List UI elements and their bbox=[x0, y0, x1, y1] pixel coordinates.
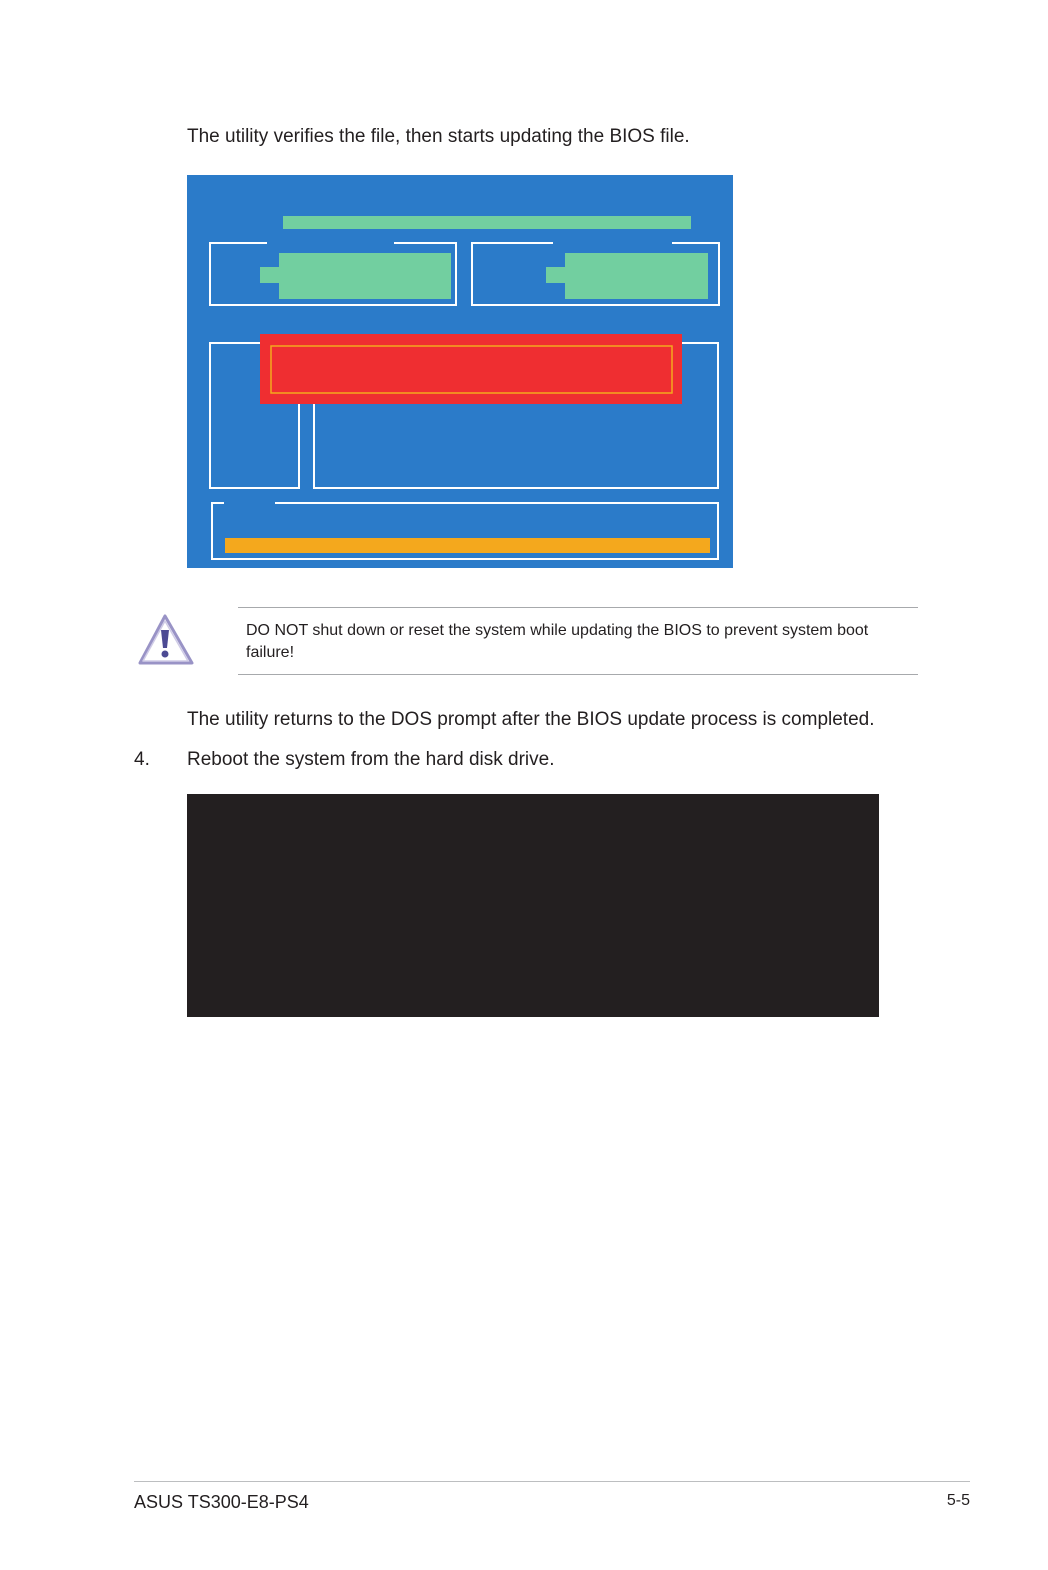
caution-text bbox=[246, 620, 912, 664]
footer-rule bbox=[134, 1481, 970, 1482]
bios-title-bar bbox=[283, 216, 691, 229]
bios-update-screen bbox=[187, 175, 733, 568]
bios-info-right bbox=[565, 253, 708, 299]
intro-paragraph: The utility verifies the file, then starts updating the BIOS file. bbox=[187, 126, 690, 147]
page-number: 5-5 bbox=[946, 1492, 970, 1509]
step-text: Reboot the system from the hard disk drive. bbox=[187, 749, 555, 770]
warning-triangle-icon bbox=[138, 612, 196, 668]
returns-paragraph: The utility returns to the DOS prompt after the BIOS update process is completed. bbox=[187, 709, 875, 730]
footer-product: ASUS TS300-E8-PS4 bbox=[134, 1492, 309, 1512]
caution-bottom-rule bbox=[238, 674, 918, 675]
step-number: 4. bbox=[134, 749, 150, 770]
bios-screen-graphic bbox=[187, 175, 733, 568]
bios-info-left bbox=[279, 253, 451, 299]
bios-progress-bar bbox=[225, 538, 710, 553]
dos-screen bbox=[187, 794, 879, 1017]
caution-top-rule bbox=[238, 607, 918, 608]
caution-line-2: failure! bbox=[246, 644, 295, 661]
caution-line-1: DO NOT shut down or reset the system while updating the BIOS to prevent system boot bbox=[246, 622, 869, 639]
